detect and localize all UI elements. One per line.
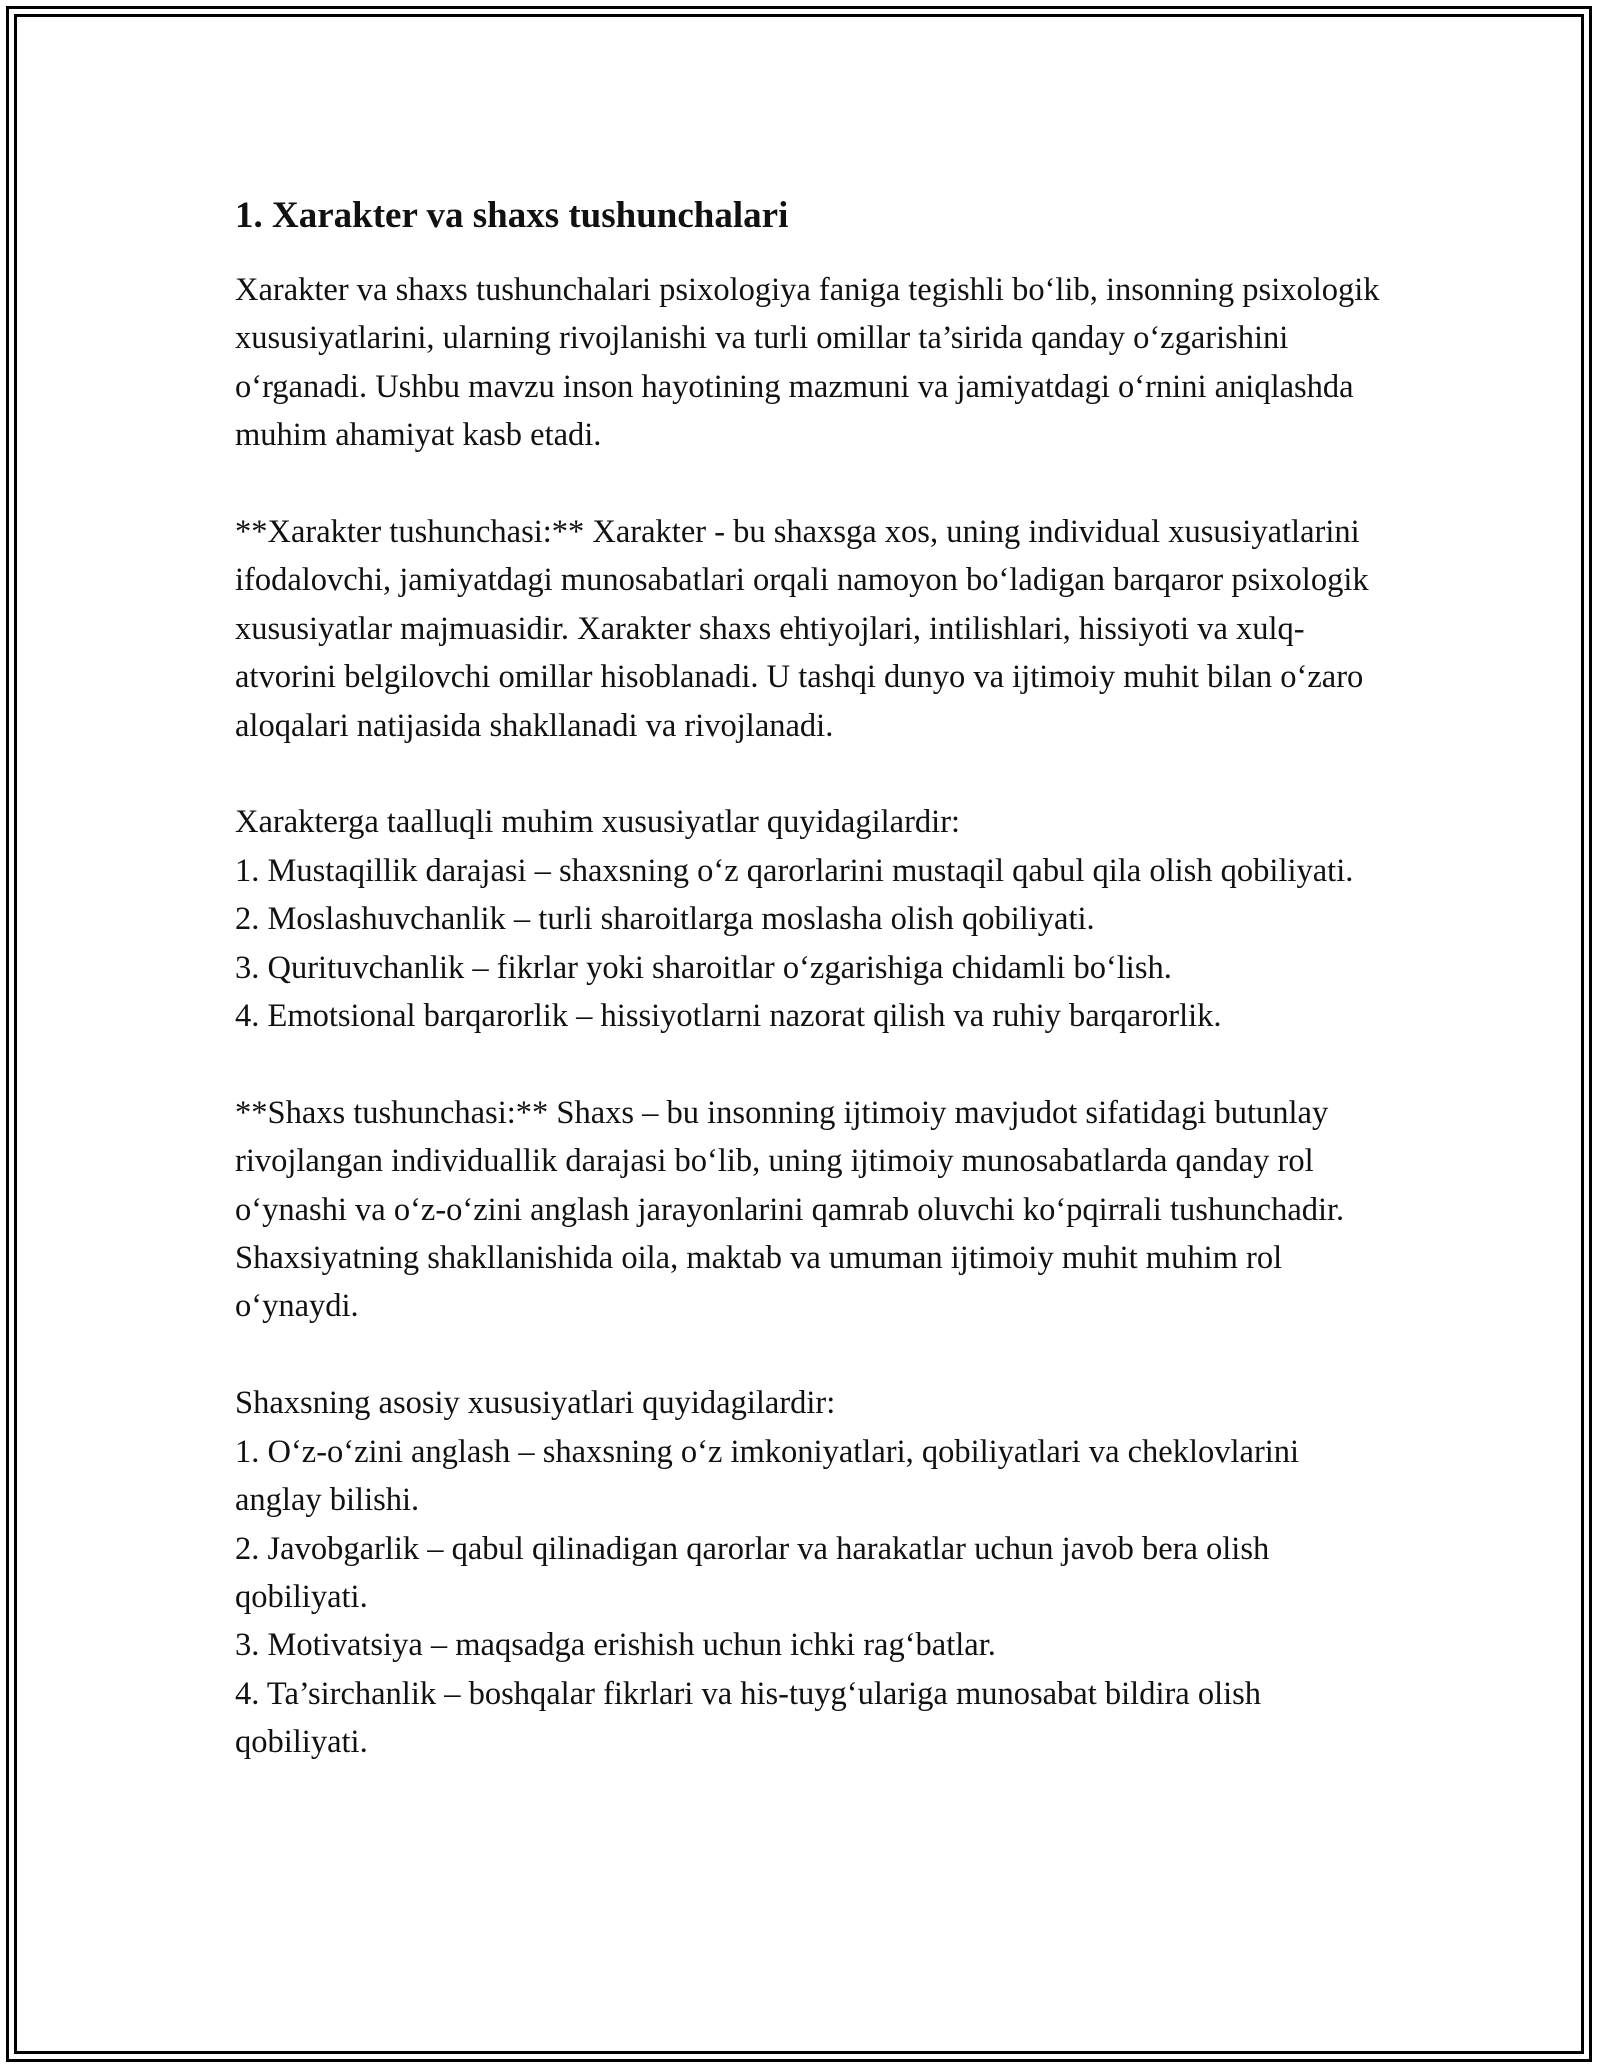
document-body <box>235 188 1385 1767</box>
character-trait-item: 2. Moslashuvchanlik – turli sharoitlarga moslasha olish qobiliyati. <box>235 901 1095 938</box>
personality-traits-heading: Shaxsning asosiy xususiyatlari quyidagilardir: <box>235 1385 836 1422</box>
personality-trait-item: 4. Ta’sirchanlik – boshqalar fikrlari va his-tuyg‘ulariga munosabat bildira olish qobiliyati. <box>235 1675 1262 1761</box>
character-trait-item: 3. Qurituvchanlik – fikrlar yoki sharoitlar o‘zgarishiga chidamli bo‘lish. <box>235 949 1172 986</box>
document-title: 1. Xarakter va shaxs tushunchalari <box>235 195 789 236</box>
personality-trait-item: 1. O‘z-o‘zini anglash – shaxsning o‘z imkoniyatlari, qobiliyatlari va cheklovlarini anglay bilishi. <box>235 1433 1300 1519</box>
personality-trait-item: 3. Motivatsiya – maqsadga erishish uchun ichki rag‘batlar. <box>235 1627 996 1664</box>
intro-paragraph: Xarakter va shaxs tushunchalari psixologiya faniga tegishli bo‘lib, insonning psixologik xususiyatlarini, ularning rivojlanishi va turli omillar ta’sirida qanday o‘zgarishini o‘rganadi. Ushbu mavzu inson hayotining mazmuni va jamiyatdagi o‘rnini aniqlashda muhim ahamiyat kasb etadi. <box>235 272 1380 454</box>
personality-definition-paragraph: **Shaxs tushunchasi:** Shaxs – bu insonning ijtimoiy mavjudot sifatidagi butunlay rivojlangan individuallik darajasi bo‘lib, uning ijtimoiy munosabatlarda qanday rol o‘ynashi va o‘z-o‘zini anglash jarayonlarini qamrab oluvchi ko‘pqirrali tushunchadir. Shaxsiyatning shakllanishida oila, maktab va umuman ijtimoiy muhit muhim rol o‘ynaydi. <box>235 1094 1345 1325</box>
personality-trait-item: 2. Javobgarlik – qabul qilinadigan qarorlar va harakatlar uchun javob bera olish qobiliyati. <box>235 1530 1270 1615</box>
character-definition-paragraph: **Xarakter tushunchasi:** Xarakter - bu shaxsga xos, uning individual xususiyatlarini ifodalovchi, jamiyatdagi munosabatlari orqali namoyon bo‘ladigan barqaror psixologik xususiyatlar majmuasidir. Xarakter shaxs ehtiyojlari, intilishlari, hissiyoti va xulq-atvorini belgilovchi omillar hisoblanadi. U tashqi dunyo va ijtimoiy muhit bilan o‘zaro aloqalari natijasida shakllanadi va rivojlanadi. <box>235 514 1369 744</box>
character-traits-heading: Xarakterga taalluqli muhim xususiyatlar quyidagilardir: <box>235 804 961 841</box>
character-trait-item: 1. Mustaqillik darajasi – shaxsning o‘z qarorlarini mustaqil qabul qila olish qobiliyati. <box>235 852 1354 889</box>
character-trait-item: 4. Emotsional barqarorlik – hissiyotlarni nazorat qilish va ruhiy barqarorlik. <box>235 998 1222 1035</box>
